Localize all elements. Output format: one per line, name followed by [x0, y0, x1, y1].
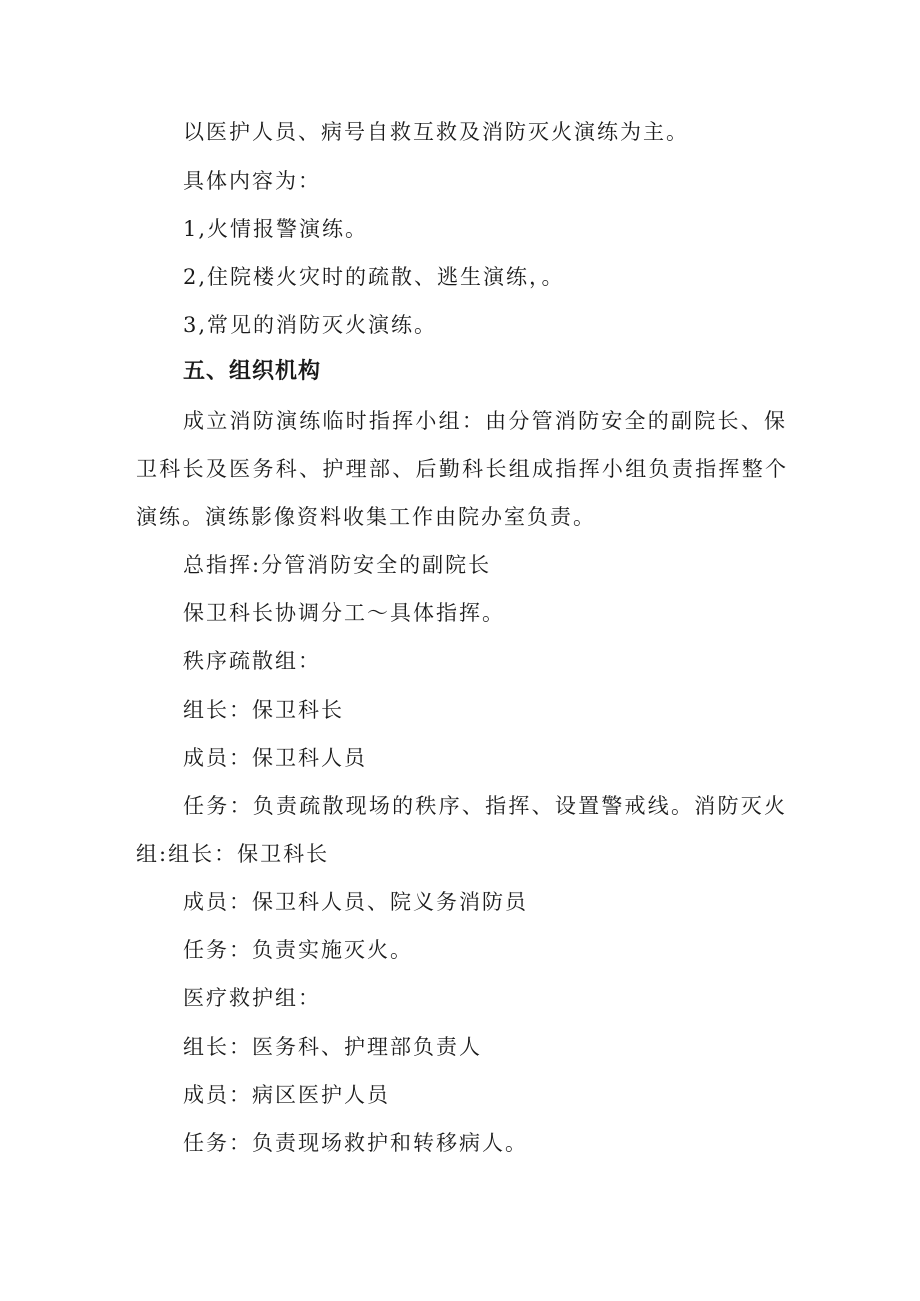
paragraph-content-intro: 具体内容为： — [183, 169, 321, 193]
evacuation-group-members: 成员：保卫科人员 — [183, 746, 367, 770]
evacuation-group-leader: 组长：保卫科长 — [183, 698, 344, 722]
commander-line: 总指挥:分管消防安全的副院长 — [183, 553, 492, 577]
evacuation-task-line-1: 任务：负责疏散现场的秩序、指挥、设置警戒线。消防灭火 — [183, 794, 785, 818]
list-item-evacuation: 2,住院楼火灾时的疏散、逃生演练，。 — [183, 265, 565, 289]
medical-group-title: 医疗救护组： — [183, 986, 321, 1010]
list-item-fire-alarm: 1,火情报警演练。 — [183, 217, 369, 241]
medical-group-members: 成员：病区医护人员 — [183, 1083, 390, 1107]
paragraph-drill-focus: 以医护人员、病号自救互救及消防灭火演练为主。 — [183, 120, 689, 144]
firefighting-group-members: 成员：保卫科人员、院义务消防员 — [183, 890, 528, 914]
medical-group-leader: 组长：医务科、护理部负责人 — [183, 1035, 482, 1059]
org-paragraph-line-1: 成立消防演练临时指挥小组：由分管消防安全的副院长、保 — [183, 409, 785, 433]
org-paragraph-line-3: 演练。演练影像资料收集工作由院办室负责。 — [136, 505, 596, 529]
coordinator-line: 保卫科长协调分工～具体指挥。 — [183, 601, 505, 625]
section-heading-organization: 五、组织机构 — [183, 359, 322, 384]
org-paragraph-line-2: 卫科长及医务科、护理部、后勤科长组成指挥小组负责指挥整个 — [136, 457, 786, 481]
evacuation-task-line-2: 组:组长：保卫科长 — [136, 842, 330, 866]
list-item-firefighting: 3,常见的消防灭火演练。 — [183, 313, 438, 337]
medical-group-task: 任务：负责现场救护和转移病人。 — [183, 1131, 528, 1155]
evacuation-group-title: 秩序疏散组： — [183, 649, 321, 673]
firefighting-group-task: 任务：负责实施灭火。 — [183, 938, 413, 962]
